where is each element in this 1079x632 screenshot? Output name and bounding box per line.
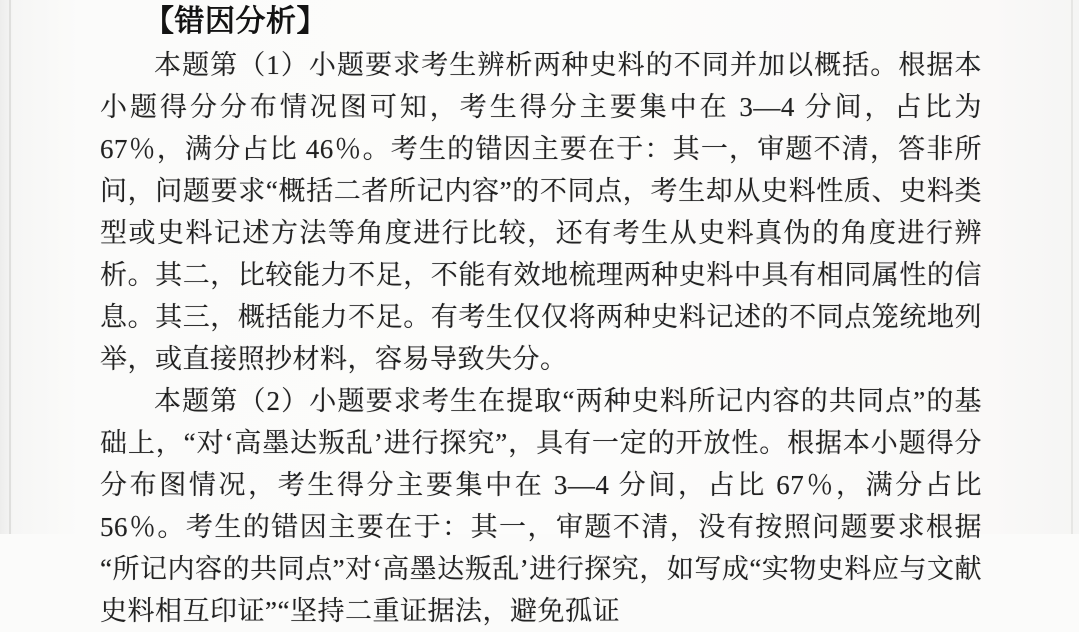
section-title: 【错因分析】 <box>144 5 327 38</box>
paragraph-error-analysis-q1: 本题第（1）小题要求考生辨析两种史料的不同并加以概括。根据本小题得分分布情况图可知，考生得分主要集中在 3—4 分间，占比为 67％，满分占比 46％。考生的错因主要在于：其一，审题不清，答非所问，问题要求“概括二者所记内容”的不同点，考生却从史料性质、史料类型或史料记述方法等角度进行比较，还有考生从史料真伪的角度进行辨析。其二，比较能力不足，不能有效地梳理两种史料中具有相同属性的信息。其三，概括能力不足。有考生仅仅将两种史料记述的不同点笼统地列举，或直接照抄材料，容易导致失分。 <box>100 50 982 374</box>
document-content <box>100 0 982 632</box>
page-scan-edge-left <box>9 0 11 534</box>
paragraph-error-analysis-q2: 本题第（2）小题要求考生在提取“两种史料所记内容的共同点”的基础上，“对‘高墨达叛乱’进行探究”，具有一定的开放性。根据本小题得分分布图情况，考生得分主要集中在 3—4 分间，占比 67％，满分占比 56％。考生的错因主要在于：其一，审题不清，没有按照问题要求根据“所记内容的共同点”对‘高墨达叛乱’进行探究，如写成“实物史料应与文献史料相互印证”“坚持二重证据法，避免孤证 <box>100 386 982 626</box>
page-scan-edge-right <box>1071 0 1073 534</box>
